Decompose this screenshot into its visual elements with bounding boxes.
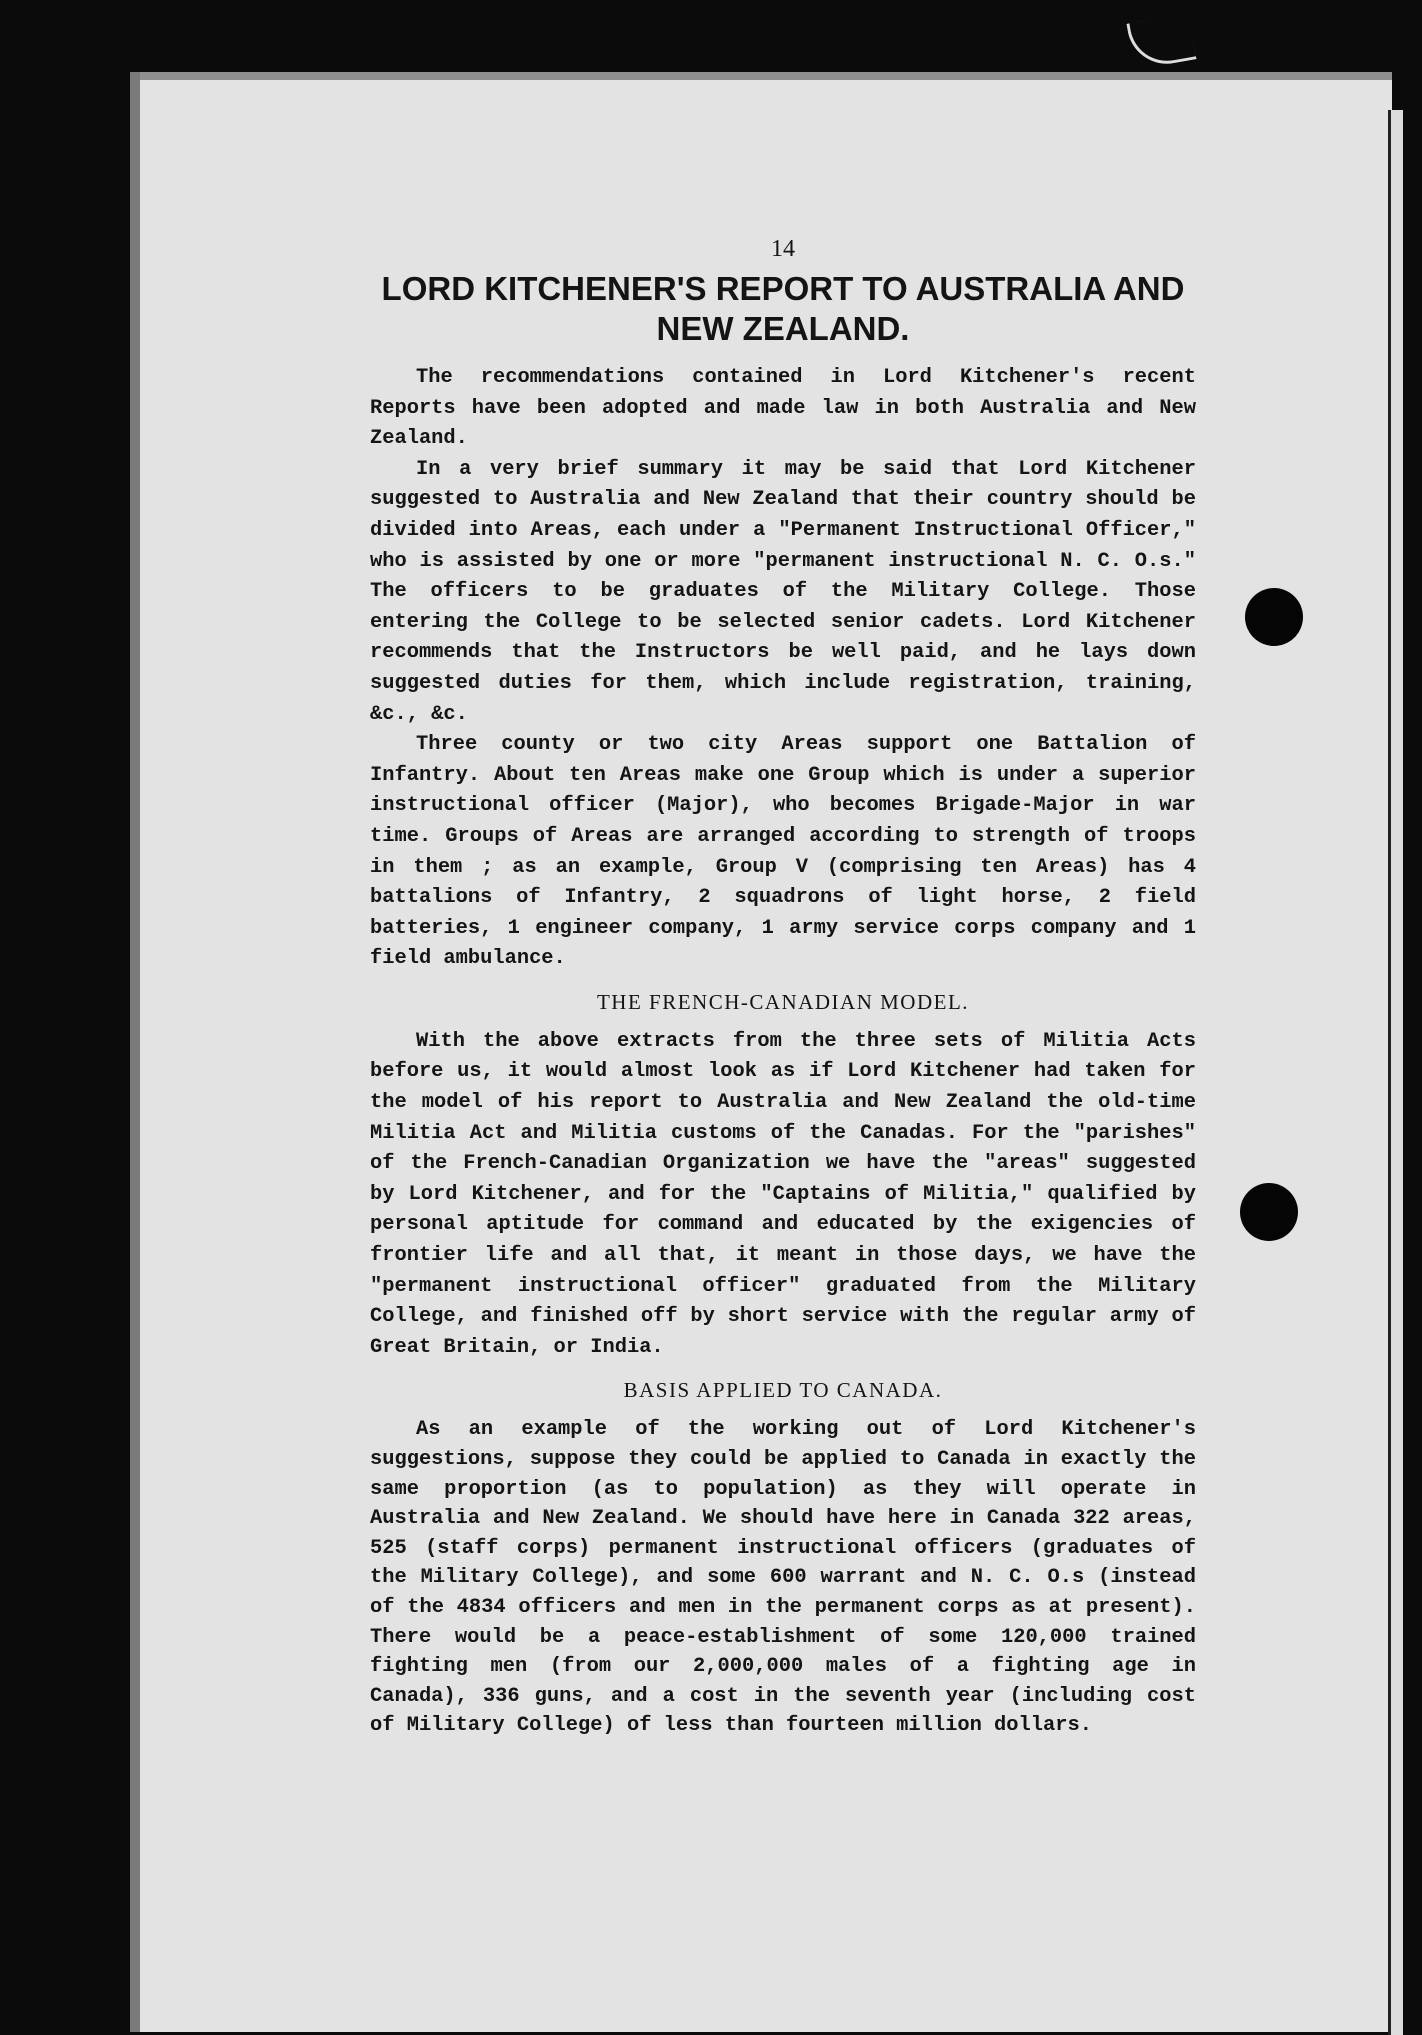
page-title: LORD KITCHENER'S REPORT TO AUSTRALIA AND NEW ZEALAND. (381, 270, 1185, 347)
punch-hole (1245, 588, 1303, 646)
next-page-edge (1388, 110, 1403, 2035)
punch-hole (1240, 1183, 1298, 1241)
paragraph: With the above extracts from the three sets of Militia Acts before us, it would almost look as if Lord Kitchener had taken for the model of his report to Australia and New Zealand the old-time Militia Act and Militia customs of the Canadas. For the "parishes" of the French-Canadian Organization we have the "areas" suggested by Lord Kitchener, and for the "Captains of Militia," qualified by personal aptitude for command and educated by the exigencies of frontier life and all that, it meant in those days, we have the "permanent instructional officer" graduated from the Military College, and finished off by short service with the regular army of Great Britain, or India. (370, 1029, 1196, 1359)
section-intro (370, 363, 1196, 975)
page-number: 14 (771, 236, 795, 262)
page-content (370, 236, 1196, 1741)
section-heading: BASIS APPLIED TO CANADA. (623, 1378, 943, 1403)
paragraph: In a very brief summary it may be said that Lord Kitchener suggested to Australia and New Zealand that their country should be divided into Areas, each under a "Permanent Instructional Officer," who is assisted by one or more "permanent instructional N. C. O.s." The officers to be graduates of the Military College. Those entering the College to be selected senior cadets. Lord Kitchener recommends that the Instructors be well paid, and he lays down suggested duties for them, which include registration, training, &c., &c. (370, 457, 1196, 726)
paragraph: Three county or two city Areas support one Battalion of Infantry. About ten Areas make one Group which is under a superior instructional officer (Major), who becomes Brigade-Major in war time. Groups of Areas are arranged according to strength of troops in them ; as an example, Group V (comprising ten Areas) has 4 battalions of Infantry, 2 squadrons of light horse, 2 field batteries, 1 engineer company, 1 army service corps company and 1 field ambulance. (370, 733, 1196, 971)
paragraph: The recommendations contained in Lord Kitchener's recent Reports have been adopted and made law in both Australia and New Zealand. (370, 366, 1196, 451)
section-basis-applied-to-canada (370, 1375, 1196, 1741)
paragraph: As an example of the working out of Lord Kitchener's suggestions, suppose they could be applied to Canada in exactly the same proportion (as to population) as they will operate in Australia and New Zealand. We should have here in Canada 322 areas, 525 (staff corps) permanent instructional officers (graduates of the Military College), and some 600 warrant and N. C. O.s (instead of the 4834 officers and men in the permanent corps as at present). There would be a peace-establishment of some 120,000 trained fighting men (from our 2,000,000 males of a fighting age in Canada), 336 guns, and a cost in the seventh year (including cost of Military College) of less than fourteen million dollars. (370, 1418, 1196, 1738)
section-heading: THE FRENCH-CANADIAN MODEL. (596, 989, 970, 1014)
section-french-canadian-model (370, 987, 1196, 1364)
